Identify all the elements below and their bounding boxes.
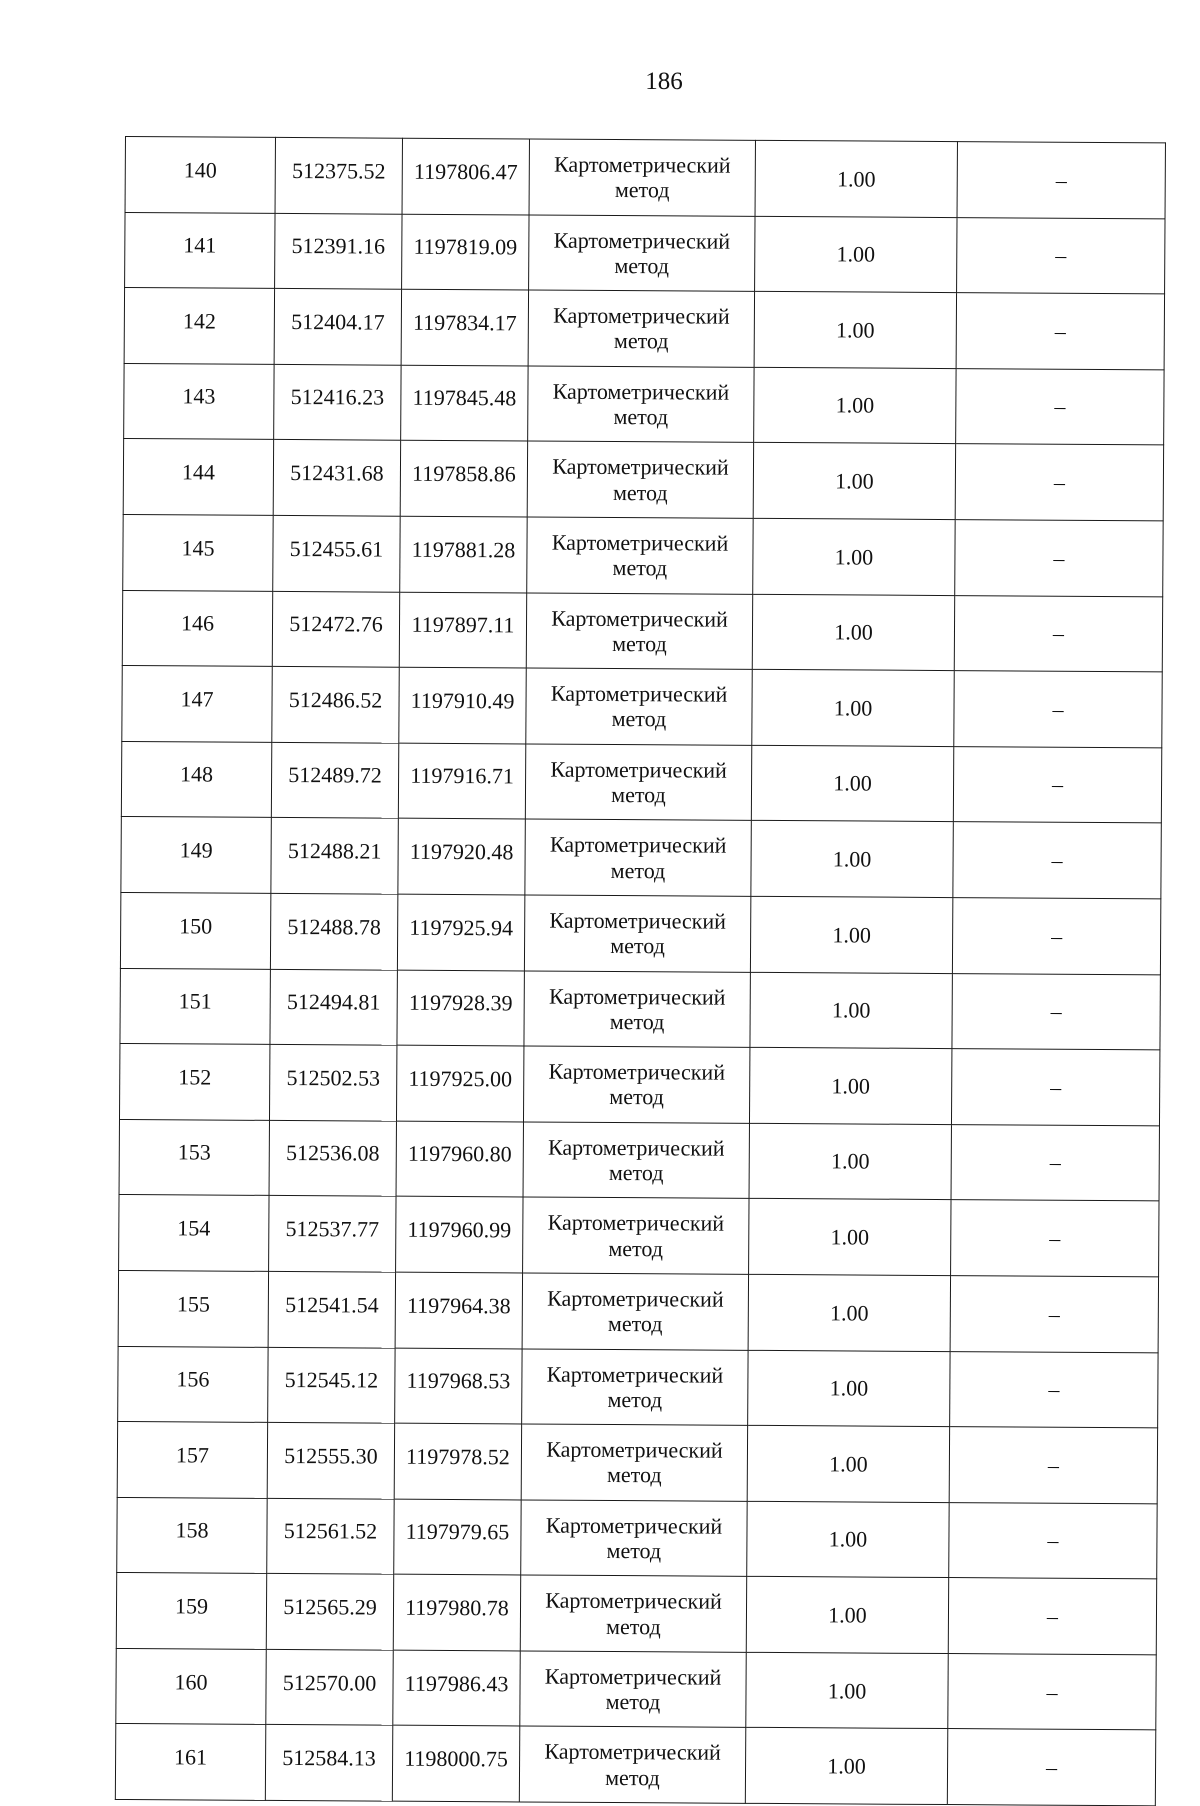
note-cell: – — [954, 595, 1162, 672]
x-coordinate-cell: 512584.13 — [265, 1725, 392, 1801]
note-cell: – — [956, 368, 1164, 445]
point-number-cell: 143 — [124, 363, 274, 440]
y-coordinate-cell: 1197858.86 — [400, 441, 527, 517]
accuracy-cell: 1.00 — [745, 1728, 947, 1805]
note-cell: – — [951, 1124, 1159, 1201]
point-number-cell: 158 — [117, 1497, 267, 1574]
y-coordinate-cell: 1197960.80 — [396, 1121, 523, 1197]
y-coordinate-cell: 1197920.48 — [398, 819, 525, 895]
method-line-2: метод — [612, 555, 668, 581]
method-line-2: метод — [608, 1159, 664, 1186]
table-row — [124, 363, 1164, 445]
note-cell: – — [952, 973, 1160, 1050]
note-cell: – — [957, 142, 1165, 219]
method-cell — [521, 1424, 747, 1501]
method-line-1: Картометрический — [549, 907, 727, 934]
method-line-1: Картометрический — [550, 756, 727, 783]
method-cell — [529, 215, 755, 292]
method-cell — [520, 1651, 746, 1728]
y-coordinate-cell: 1197806.47 — [402, 138, 529, 214]
method-line-1: Картометрический — [544, 1739, 721, 1766]
table-row — [121, 817, 1161, 899]
note-cell: – — [951, 1049, 1159, 1126]
method-line-2: метод — [611, 706, 667, 732]
method-cell — [525, 744, 751, 821]
table-row — [125, 212, 1165, 294]
table-row — [123, 439, 1163, 521]
accuracy-cell: 1.00 — [751, 821, 953, 898]
y-coordinate-cell: 1197964.38 — [395, 1272, 522, 1348]
method-line-1: Картометрический — [553, 227, 731, 254]
note-cell: – — [955, 444, 1163, 521]
point-number-cell: 152 — [119, 1044, 269, 1121]
accuracy-cell: 1.00 — [747, 1425, 949, 1502]
y-coordinate-cell: 1197925.00 — [396, 1045, 523, 1121]
accuracy-cell: 1.00 — [748, 1274, 950, 1351]
y-coordinate-cell: 1197928.39 — [397, 970, 524, 1046]
accuracy-cell: 1.00 — [754, 367, 956, 444]
method-line-1: Картометрический — [548, 983, 726, 1010]
note-cell: – — [947, 1729, 1155, 1806]
point-number-cell: 145 — [123, 514, 273, 591]
accuracy-cell: 1.00 — [750, 896, 952, 973]
table-row — [120, 968, 1160, 1050]
x-coordinate-cell: 512561.52 — [267, 1498, 394, 1574]
point-number-cell: 155 — [118, 1270, 268, 1347]
method-cell — [524, 895, 750, 972]
note-cell: – — [949, 1427, 1157, 1504]
method-cell — [523, 1197, 749, 1274]
y-coordinate-cell: 1197986.43 — [393, 1650, 520, 1726]
point-number-cell: 161 — [115, 1724, 265, 1801]
y-coordinate-cell: 1198000.75 — [392, 1726, 519, 1802]
x-coordinate-cell: 512472.76 — [272, 591, 399, 667]
y-coordinate-cell: 1197819.09 — [402, 214, 529, 290]
x-coordinate-cell: 512536.08 — [269, 1120, 396, 1196]
table-row — [117, 1422, 1157, 1504]
point-number-cell: 148 — [121, 741, 271, 818]
table-row — [118, 1270, 1158, 1352]
x-coordinate-cell: 512431.68 — [273, 440, 400, 516]
x-coordinate-cell: 512455.61 — [273, 515, 400, 591]
note-cell: – — [951, 1200, 1159, 1277]
table-row — [118, 1346, 1158, 1428]
method-cell — [521, 1500, 747, 1577]
note-cell: – — [950, 1275, 1158, 1352]
x-coordinate-cell: 512416.23 — [274, 364, 401, 440]
accuracy-cell: 1.00 — [753, 518, 955, 595]
method-line-2: метод — [607, 1386, 663, 1413]
x-coordinate-cell: 512488.21 — [271, 818, 398, 894]
x-coordinate-cell: 512565.29 — [266, 1574, 393, 1650]
accuracy-cell: 1.00 — [752, 669, 954, 746]
accuracy-cell: 1.00 — [755, 216, 957, 293]
method-line-1: Картометрический — [551, 605, 728, 632]
method-line-1: Картометрический — [545, 1512, 723, 1539]
method-cell — [527, 441, 753, 518]
method-line-2: метод — [613, 404, 669, 430]
method-line-2: метод — [607, 1311, 663, 1337]
method-line-1: Картометрический — [546, 1361, 724, 1388]
table-row — [115, 1724, 1155, 1806]
accuracy-cell: 1.00 — [754, 292, 956, 369]
method-line-1: Картометрический — [553, 302, 730, 329]
x-coordinate-cell: 512404.17 — [274, 289, 401, 365]
table-row — [122, 590, 1162, 672]
point-number-cell: 149 — [121, 817, 271, 894]
point-number-cell: 142 — [124, 288, 274, 365]
method-line-1: Картометрический — [547, 1209, 725, 1236]
method-cell — [526, 668, 752, 745]
table-row — [123, 514, 1163, 596]
table-row — [117, 1497, 1157, 1579]
accuracy-cell: 1.00 — [749, 1123, 951, 1200]
y-coordinate-cell: 1197916.71 — [398, 743, 525, 819]
method-line-2: метод — [610, 857, 666, 883]
method-cell — [522, 1348, 748, 1425]
x-coordinate-cell: 512570.00 — [266, 1649, 393, 1725]
table-row — [119, 1044, 1159, 1126]
method-line-2: метод — [610, 933, 665, 959]
method-line-1: Картометрический — [547, 1285, 724, 1312]
page-number: 186 — [645, 68, 683, 95]
method-line-1: Картометрический — [545, 1587, 722, 1614]
x-coordinate-cell: 512494.81 — [270, 969, 397, 1045]
method-line-1: Картометрический — [550, 680, 728, 707]
table-row — [120, 892, 1160, 974]
point-number-cell: 150 — [120, 892, 270, 969]
y-coordinate-cell: 1197834.17 — [401, 289, 528, 365]
method-cell — [529, 139, 755, 216]
table-row — [125, 137, 1165, 219]
method-line-2: метод — [612, 479, 668, 505]
y-coordinate-cell: 1197980.78 — [393, 1574, 520, 1650]
x-coordinate-cell: 512489.72 — [271, 742, 398, 818]
method-line-1: Картометрический — [546, 1436, 723, 1463]
method-line-2: метод — [614, 252, 670, 279]
point-number-cell: 141 — [125, 212, 275, 289]
point-number-cell: 146 — [122, 590, 272, 667]
method-cell — [528, 366, 754, 443]
method-cell — [520, 1575, 746, 1652]
method-line-2: метод — [606, 1537, 662, 1564]
method-cell — [528, 290, 754, 367]
note-cell: – — [948, 1653, 1156, 1730]
point-number-cell: 144 — [123, 439, 273, 516]
method-line-2: метод — [608, 1235, 664, 1261]
point-number-cell: 154 — [119, 1195, 269, 1272]
method-line-1: Картометрический — [552, 378, 730, 405]
table-row — [116, 1573, 1156, 1655]
table-row — [122, 666, 1162, 748]
y-coordinate-cell: 1197968.53 — [395, 1348, 522, 1424]
note-cell: – — [952, 898, 1160, 975]
method-cell — [519, 1726, 745, 1803]
accuracy-cell: 1.00 — [751, 745, 953, 822]
accuracy-cell: 1.00 — [755, 140, 957, 217]
method-line-2: метод — [612, 630, 667, 657]
accuracy-cell: 1.00 — [749, 1199, 951, 1276]
x-coordinate-cell: 512502.53 — [269, 1045, 396, 1121]
method-cell — [525, 819, 751, 896]
y-coordinate-cell: 1197925.94 — [397, 894, 524, 970]
method-cell — [524, 970, 750, 1047]
accuracy-cell: 1.00 — [752, 594, 954, 671]
coordinates-table-container — [115, 136, 1165, 1806]
method-line-1: Картометрический — [551, 529, 729, 556]
point-number-cell: 147 — [122, 666, 272, 743]
method-line-2: метод — [606, 1613, 661, 1639]
point-number-cell: 159 — [116, 1573, 266, 1650]
table-row — [119, 1119, 1159, 1201]
note-cell: – — [956, 293, 1164, 370]
method-line-2: метод — [605, 1764, 660, 1791]
method-line-2: метод — [609, 1084, 664, 1110]
accuracy-cell: 1.00 — [750, 972, 952, 1049]
method-cell — [523, 1046, 749, 1123]
y-coordinate-cell: 1197978.52 — [394, 1423, 521, 1499]
method-line-2: метод — [611, 782, 666, 808]
method-line-2: метод — [606, 1462, 662, 1488]
note-cell: – — [955, 520, 1163, 597]
accuracy-cell: 1.00 — [746, 1652, 948, 1729]
point-number-cell: 160 — [116, 1648, 266, 1725]
point-number-cell: 157 — [117, 1422, 267, 1499]
accuracy-cell: 1.00 — [746, 1577, 948, 1654]
x-coordinate-cell: 512537.77 — [269, 1196, 396, 1272]
x-coordinate-cell: 512375.52 — [275, 137, 402, 213]
accuracy-cell: 1.00 — [747, 1501, 949, 1578]
note-cell: – — [957, 217, 1165, 294]
method-line-2: метод — [613, 328, 669, 354]
table-row — [124, 288, 1164, 370]
note-cell: – — [954, 671, 1162, 748]
note-cell: – — [949, 1502, 1157, 1579]
method-cell — [526, 593, 752, 670]
method-cell — [522, 1273, 748, 1350]
x-coordinate-cell: 512555.30 — [267, 1422, 394, 1498]
accuracy-cell: 1.00 — [753, 443, 955, 520]
note-cell: – — [953, 746, 1161, 823]
method-cell — [523, 1122, 749, 1199]
y-coordinate-cell: 1197979.65 — [394, 1499, 521, 1575]
note-cell: – — [948, 1578, 1156, 1655]
method-line-1: Картометрический — [548, 1134, 725, 1161]
accuracy-cell: 1.00 — [748, 1350, 950, 1427]
method-line-2: метод — [605, 1689, 661, 1715]
method-line-2: метод — [609, 1008, 665, 1035]
method-line-1: Картометрический — [548, 1058, 726, 1085]
x-coordinate-cell: 512391.16 — [275, 213, 402, 289]
method-line-1: Картометрический — [549, 831, 727, 859]
note-cell: – — [953, 822, 1161, 899]
y-coordinate-cell: 1197910.49 — [399, 667, 526, 743]
coordinates-table — [115, 136, 1166, 1806]
x-coordinate-cell: 512486.52 — [272, 667, 399, 743]
y-coordinate-cell: 1197845.48 — [401, 365, 528, 441]
method-line-2: метод — [614, 177, 670, 203]
point-number-cell: 153 — [119, 1119, 269, 1196]
method-line-1: Картометрический — [554, 151, 731, 178]
table-row — [116, 1648, 1156, 1730]
method-cell — [527, 517, 753, 594]
table-row — [119, 1195, 1159, 1277]
table-row — [121, 741, 1161, 823]
method-line-1: Картометрический — [544, 1663, 722, 1690]
point-number-cell: 156 — [118, 1346, 268, 1423]
method-line-1: Картометрический — [552, 453, 729, 481]
y-coordinate-cell: 1197897.11 — [399, 592, 526, 668]
y-coordinate-cell: 1197881.28 — [400, 516, 527, 592]
x-coordinate-cell: 512488.78 — [270, 893, 397, 969]
accuracy-cell: 1.00 — [749, 1047, 951, 1124]
coordinates-table-body — [115, 137, 1165, 1806]
y-coordinate-cell: 1197960.99 — [396, 1196, 523, 1272]
point-number-cell: 151 — [120, 968, 270, 1045]
point-number-cell: 140 — [125, 137, 275, 214]
x-coordinate-cell: 512541.54 — [268, 1271, 395, 1347]
note-cell: – — [950, 1351, 1158, 1428]
x-coordinate-cell: 512545.12 — [268, 1347, 395, 1423]
